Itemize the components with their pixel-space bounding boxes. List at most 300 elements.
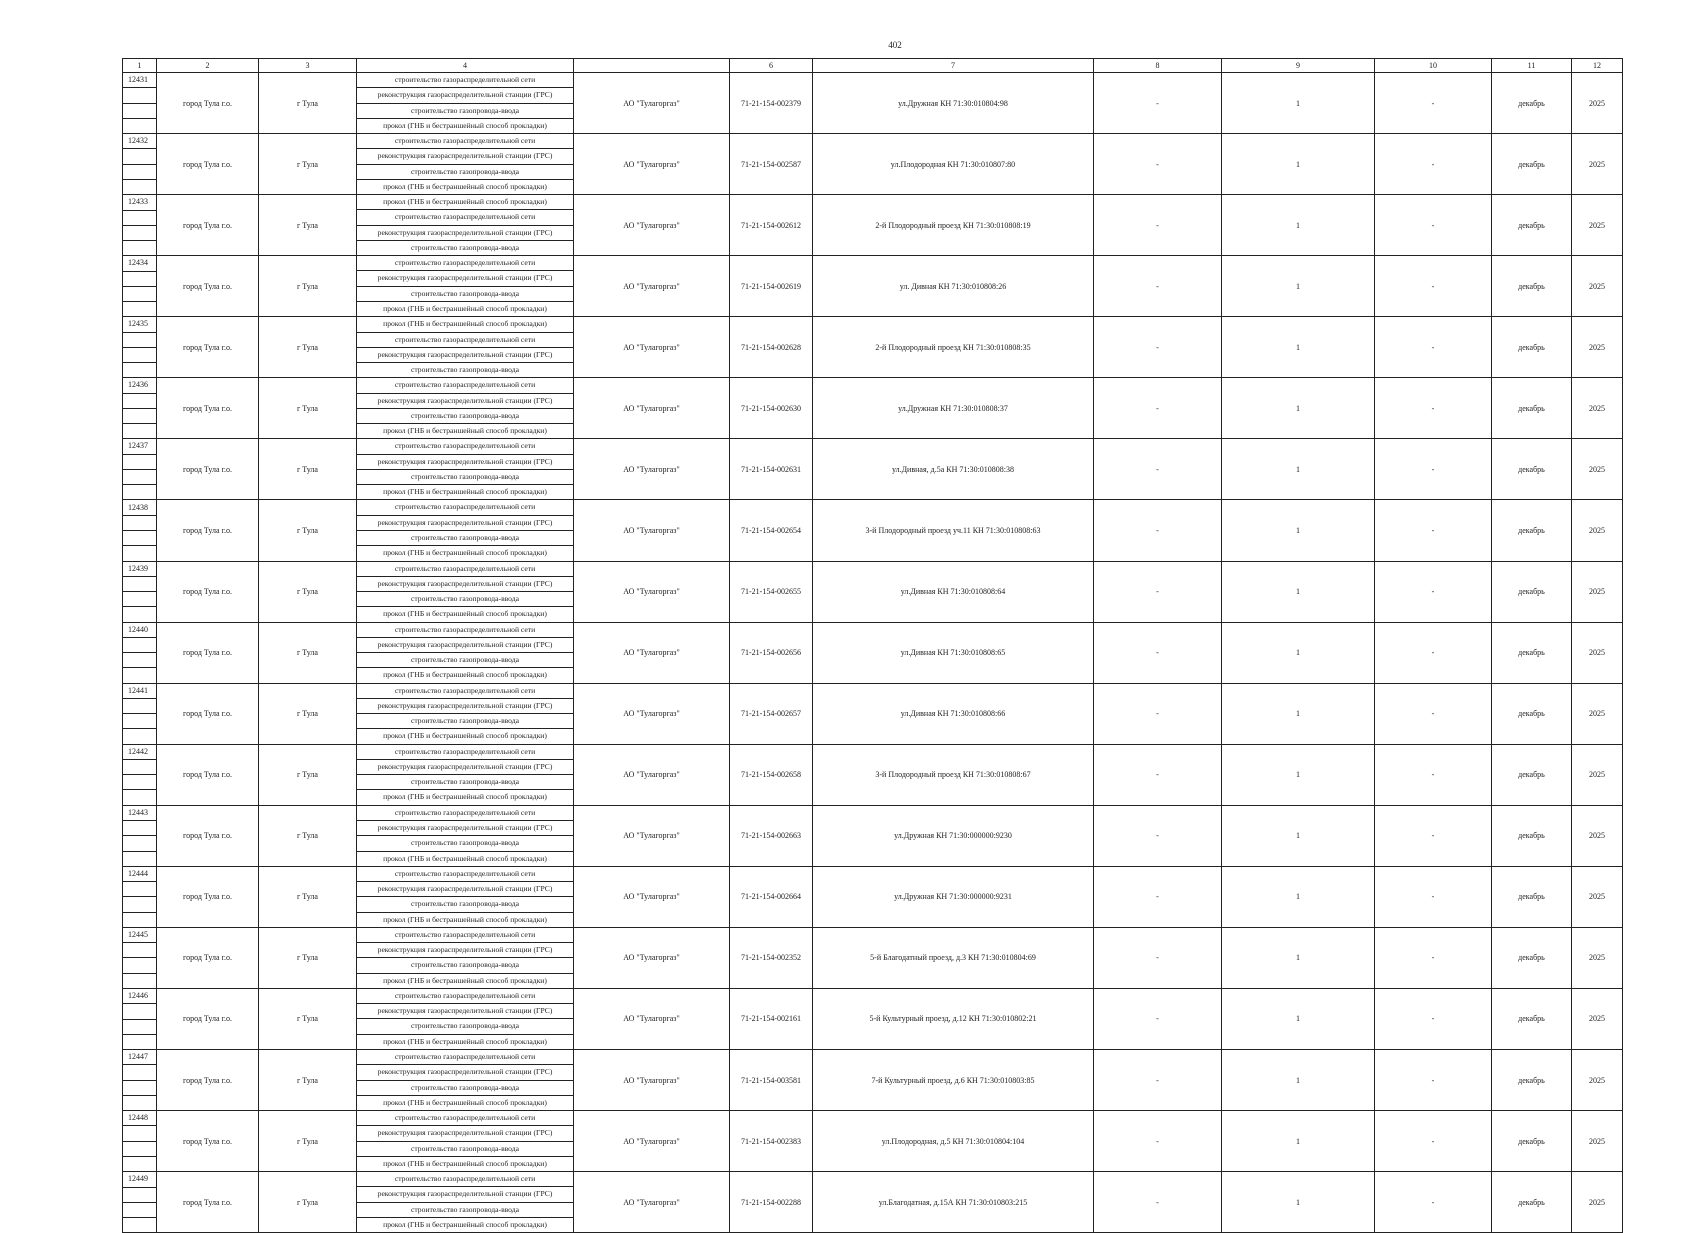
- work-item: реконструкция газораспределительной станции (ГРС): [357, 759, 573, 774]
- row-id-subline: [123, 713, 156, 728]
- address-cell: ул.Дивная, д.5а КН 71:30:010808:38: [813, 439, 1094, 500]
- column-9-cell: 1: [1222, 561, 1375, 622]
- address-cell: 5-й Культурный проезд, д.12 КН 71:30:010802:21: [813, 988, 1094, 1049]
- code-cell: 71-21-154-002655: [730, 561, 813, 622]
- table-row: [123, 378, 1623, 439]
- address-cell: ул.Дружная КН 71:30:010808:37: [813, 378, 1094, 439]
- column-10-cell: -: [1375, 256, 1492, 317]
- row-id: 12444: [128, 868, 148, 878]
- work-item: прокол (ГНБ и бестраншейный способ прокладки): [357, 301, 573, 316]
- settlement-cell: г Тула: [259, 134, 357, 195]
- column-10-cell: -: [1375, 500, 1492, 561]
- month-cell: декабрь: [1492, 378, 1572, 439]
- work-item: прокол (ГНБ и бестраншейный способ прокладки): [357, 484, 573, 499]
- row-id-subline: [123, 148, 156, 163]
- row-id-subline: [123, 454, 156, 469]
- municipality-cell: город Тула г.о.: [157, 683, 259, 744]
- municipality-cell: город Тула г.о.: [157, 1050, 259, 1111]
- municipality-cell: город Тула г.о.: [157, 73, 259, 134]
- organization-cell: АО "Тулагоргаз": [574, 256, 730, 317]
- column-header-7: 7: [813, 59, 1094, 73]
- organization-cell: АО "Тулагоргаз": [574, 805, 730, 866]
- row-id-cell: [123, 134, 157, 195]
- address-cell: 5-й Благодатный проезд, д.3 КН 71:30:010804:69: [813, 927, 1094, 988]
- work-item: строительство газораспределительной сети: [357, 332, 573, 347]
- column-8-cell: -: [1094, 866, 1222, 927]
- address-cell: 2-й Плодородный проезд КН 71:30:010808:35: [813, 317, 1094, 378]
- row-id-subline: [123, 637, 156, 652]
- municipality-cell: город Тула г.о.: [157, 988, 259, 1049]
- code-cell: 71-21-154-002630: [730, 378, 813, 439]
- table-row: [123, 561, 1623, 622]
- row-id-subline: [123, 1095, 156, 1110]
- row-id-subline: [123, 301, 156, 316]
- municipality-cell: город Тула г.о.: [157, 256, 259, 317]
- header-row: [123, 59, 1623, 73]
- work-item: реконструкция газораспределительной станции (ГРС): [357, 1064, 573, 1079]
- column-10-cell: -: [1375, 1111, 1492, 1172]
- settlement-cell: г Тула: [259, 1050, 357, 1111]
- work-item: строительство газопровода-ввода: [357, 103, 573, 118]
- work-item: строительство газораспределительной сети: [394, 1174, 536, 1184]
- year-cell: 2025: [1572, 1172, 1623, 1233]
- year-cell: 2025: [1572, 866, 1623, 927]
- work-item: прокол (ГНБ и бестраншейный способ прокладки): [357, 789, 573, 804]
- settlement-cell: г Тула: [259, 73, 357, 134]
- table-row: [123, 744, 1623, 805]
- row-id: 12438: [128, 502, 148, 512]
- month-cell: декабрь: [1492, 439, 1572, 500]
- row-id-subline: [123, 774, 156, 789]
- row-id-subline: [123, 408, 156, 423]
- row-id: 12432: [128, 136, 148, 146]
- row-id: 12435: [128, 319, 148, 329]
- address-cell: ул.Благодатная, д.15А КН 71:30:010803:215: [813, 1172, 1094, 1233]
- row-id: 12443: [128, 807, 148, 817]
- organization-cell: АО "Тулагоргаз": [574, 927, 730, 988]
- year-cell: 2025: [1572, 256, 1623, 317]
- municipality-cell: город Тула г.о.: [157, 439, 259, 500]
- row-id-subline: [123, 1156, 156, 1171]
- column-header-9: 9: [1222, 59, 1375, 73]
- works-cell: [357, 683, 574, 744]
- month-cell: декабрь: [1492, 1172, 1572, 1233]
- address-cell: ул.Дивная КН 71:30:010808:64: [813, 561, 1094, 622]
- row-id-cell: [123, 927, 157, 988]
- column-header-5: [574, 59, 730, 73]
- code-cell: 71-21-154-002379: [730, 73, 813, 134]
- row-id-subline: [123, 1080, 156, 1095]
- work-item: прокол (ГНБ и бестраншейный способ прокладки): [357, 1095, 573, 1110]
- table-row: [123, 73, 1623, 134]
- table-body: [123, 73, 1623, 1233]
- works-cell: [357, 927, 574, 988]
- work-item: реконструкция газораспределительной станции (ГРС): [357, 637, 573, 652]
- row-id-subline: [123, 1019, 156, 1034]
- municipality-cell: город Тула г.о.: [157, 134, 259, 195]
- code-cell: 71-21-154-002631: [730, 439, 813, 500]
- column-10-cell: -: [1375, 805, 1492, 866]
- work-item: строительство газораспределительной сети: [394, 258, 536, 268]
- row-id-cell: [123, 805, 157, 866]
- column-9-cell: 1: [1222, 988, 1375, 1049]
- organization-cell: АО "Тулагоргаз": [574, 378, 730, 439]
- work-item: реконструкция газораспределительной станции (ГРС): [357, 820, 573, 835]
- organization-cell: АО "Тулагоргаз": [574, 134, 730, 195]
- column-8-cell: -: [1094, 73, 1222, 134]
- table-row: [123, 1111, 1623, 1172]
- address-cell: ул.Плодородная КН 71:30:010807:80: [813, 134, 1094, 195]
- work-item: строительство газораспределительной сети: [394, 136, 536, 146]
- settlement-cell: г Тула: [259, 195, 357, 256]
- row-id-cell: [123, 1111, 157, 1172]
- work-item: прокол (ГНБ и бестраншейный способ прокладки): [357, 118, 573, 133]
- work-item: реконструкция газораспределительной станции (ГРС): [357, 515, 573, 530]
- column-9-cell: 1: [1222, 500, 1375, 561]
- month-cell: декабрь: [1492, 866, 1572, 927]
- row-id-subline: [123, 530, 156, 545]
- month-cell: декабрь: [1492, 805, 1572, 866]
- column-8-cell: -: [1094, 1172, 1222, 1233]
- works-cell: [357, 73, 574, 134]
- organization-cell: АО "Тулагоргаз": [574, 73, 730, 134]
- organization-cell: АО "Тулагоргаз": [574, 1050, 730, 1111]
- column-8-cell: -: [1094, 683, 1222, 744]
- column-9-cell: 1: [1222, 1172, 1375, 1233]
- row-id-subline: [123, 957, 156, 972]
- organization-cell: АО "Тулагоргаз": [574, 439, 730, 500]
- settlement-cell: г Тула: [259, 1172, 357, 1233]
- month-cell: декабрь: [1492, 195, 1572, 256]
- settlement-cell: г Тула: [259, 561, 357, 622]
- work-item: строительство газопровода-ввода: [357, 652, 573, 667]
- work-item: прокол (ГНБ и бестраншейный способ прокладки): [383, 319, 547, 329]
- row-id: 12439: [128, 563, 148, 573]
- column-8-cell: -: [1094, 561, 1222, 622]
- work-item: реконструкция газораспределительной станции (ГРС): [357, 393, 573, 408]
- settlement-cell: г Тула: [259, 439, 357, 500]
- settlement-cell: г Тула: [259, 927, 357, 988]
- row-id-cell: [123, 561, 157, 622]
- work-item: прокол (ГНБ и бестраншейный способ прокладки): [357, 1156, 573, 1171]
- row-id-subline: [123, 469, 156, 484]
- work-item: строительство газораспределительной сети: [394, 1052, 536, 1061]
- work-item: прокол (ГНБ и бестраншейный способ прокладки): [357, 179, 573, 194]
- month-cell: декабрь: [1492, 1050, 1572, 1111]
- address-cell: ул.Дружная КН 71:30:000000:9231: [813, 866, 1094, 927]
- municipality-cell: город Тула г.о.: [157, 500, 259, 561]
- row-id-subline: [123, 851, 156, 866]
- month-cell: декабрь: [1492, 317, 1572, 378]
- row-id-subline: [123, 286, 156, 301]
- row-id-subline: [123, 1003, 156, 1018]
- row-id-subline: [123, 942, 156, 957]
- organization-cell: АО "Тулагоргаз": [574, 1111, 730, 1172]
- table-row: [123, 927, 1623, 988]
- year-cell: 2025: [1572, 500, 1623, 561]
- settlement-cell: г Тула: [259, 622, 357, 683]
- row-id-subline: [123, 576, 156, 591]
- work-item: строительство газораспределительной сети: [394, 563, 536, 573]
- work-item: строительство газораспределительной сети: [394, 624, 536, 634]
- row-id-subline: [123, 545, 156, 560]
- municipality-cell: город Тула г.о.: [157, 927, 259, 988]
- column-8-cell: -: [1094, 622, 1222, 683]
- row-id-subline: [123, 912, 156, 927]
- column-9-cell: 1: [1222, 378, 1375, 439]
- work-item: строительство газопровода-ввода: [357, 835, 573, 850]
- row-id-subline: [123, 820, 156, 835]
- work-item: строительство газораспределительной сети: [394, 807, 536, 817]
- year-cell: 2025: [1572, 744, 1623, 805]
- work-item: строительство газораспределительной сети: [394, 380, 536, 390]
- row-id-cell: [123, 500, 157, 561]
- work-item: строительство газопровода-ввода: [357, 469, 573, 484]
- code-cell: 71-21-154-002352: [730, 927, 813, 988]
- work-item: реконструкция газораспределительной станции (ГРС): [357, 148, 573, 163]
- year-cell: 2025: [1572, 439, 1623, 500]
- year-cell: 2025: [1572, 683, 1623, 744]
- column-9-cell: 1: [1222, 622, 1375, 683]
- row-id: 12442: [128, 746, 148, 756]
- municipality-cell: город Тула г.о.: [157, 744, 259, 805]
- column-8-cell: -: [1094, 927, 1222, 988]
- work-item: прокол (ГНБ и бестраншейный способ прокладки): [357, 728, 573, 743]
- month-cell: декабрь: [1492, 988, 1572, 1049]
- column-header-4: 4: [357, 59, 574, 73]
- work-item: строительство газопровода-ввода: [357, 240, 573, 255]
- work-item: прокол (ГНБ и бестраншейный способ прокладки): [357, 423, 573, 438]
- column-10-cell: -: [1375, 1172, 1492, 1233]
- column-9-cell: 1: [1222, 73, 1375, 134]
- row-id-cell: [123, 622, 157, 683]
- column-9-cell: 1: [1222, 317, 1375, 378]
- column-header-1: 1: [123, 59, 157, 73]
- work-item: реконструкция газораспределительной станции (ГРС): [357, 881, 573, 896]
- table-row: [123, 683, 1623, 744]
- organization-cell: АО "Тулагоргаз": [574, 744, 730, 805]
- work-item: строительство газопровода-ввода: [357, 591, 573, 606]
- row-id-subline: [123, 118, 156, 133]
- municipality-cell: город Тула г.о.: [157, 317, 259, 378]
- row-id-cell: [123, 439, 157, 500]
- row-id: 12436: [128, 380, 148, 390]
- month-cell: декабрь: [1492, 622, 1572, 683]
- address-cell: ул.Дружная КН 71:30:010804:98: [813, 73, 1094, 134]
- work-item: строительство газораспределительной сети: [394, 441, 536, 451]
- code-cell: 71-21-154-002663: [730, 805, 813, 866]
- works-cell: [357, 561, 574, 622]
- work-item: реконструкция газораспределительной станции (ГРС): [357, 1125, 573, 1140]
- row-id-cell: [123, 866, 157, 927]
- column-9-cell: 1: [1222, 134, 1375, 195]
- organization-cell: АО "Тулагоргаз": [574, 195, 730, 256]
- row-id: 12446: [128, 991, 148, 1001]
- column-10-cell: -: [1375, 1050, 1492, 1111]
- work-item: строительство газопровода-ввода: [357, 713, 573, 728]
- row-id-cell: [123, 256, 157, 317]
- settlement-cell: г Тула: [259, 378, 357, 439]
- code-cell: 71-21-154-002612: [730, 195, 813, 256]
- works-cell: [357, 500, 574, 561]
- work-item: строительство газораспределительной сети: [394, 502, 536, 512]
- year-cell: 2025: [1572, 927, 1623, 988]
- address-cell: ул.Плодородная, д.5 КН 71:30:010804:104: [813, 1111, 1094, 1172]
- row-id-subline: [123, 87, 156, 102]
- column-9-cell: 1: [1222, 927, 1375, 988]
- column-8-cell: -: [1094, 134, 1222, 195]
- address-cell: 7-й Культурный проезд, д.6 КН 71:30:010803:85: [813, 1050, 1094, 1111]
- row-id-subline: [123, 1064, 156, 1079]
- works-cell: [357, 744, 574, 805]
- column-10-cell: -: [1375, 439, 1492, 500]
- row-id: 12431: [128, 75, 148, 85]
- year-cell: 2025: [1572, 561, 1623, 622]
- column-10-cell: -: [1375, 73, 1492, 134]
- column-8-cell: -: [1094, 988, 1222, 1049]
- column-header-8: 8: [1094, 59, 1222, 73]
- row-id: 12449: [128, 1174, 148, 1184]
- row-id-cell: [123, 317, 157, 378]
- column-header-2: 2: [157, 59, 259, 73]
- organization-cell: АО "Тулагоргаз": [574, 683, 730, 744]
- month-cell: декабрь: [1492, 561, 1572, 622]
- works-cell: [357, 866, 574, 927]
- column-header-6: 6: [730, 59, 813, 73]
- table-row: [123, 988, 1623, 1049]
- column-8-cell: -: [1094, 195, 1222, 256]
- work-item: строительство газопровода-ввода: [357, 957, 573, 972]
- year-cell: 2025: [1572, 1111, 1623, 1172]
- work-item: строительство газораспределительной сети: [394, 75, 536, 84]
- column-header-3: 3: [259, 59, 357, 73]
- address-cell: ул.Дружная КН 71:30:000000:9230: [813, 805, 1094, 866]
- row-id-subline: [123, 1125, 156, 1140]
- month-cell: декабрь: [1492, 1111, 1572, 1172]
- row-id-subline: [123, 652, 156, 667]
- works-cell: [357, 378, 574, 439]
- column-10-cell: -: [1375, 683, 1492, 744]
- work-item: строительство газораспределительной сети: [394, 929, 536, 939]
- year-cell: 2025: [1572, 1050, 1623, 1111]
- row-id-subline: [123, 484, 156, 499]
- row-id-cell: [123, 988, 157, 1049]
- data-table: [122, 58, 1623, 1233]
- row-id-subline: [123, 698, 156, 713]
- work-item: прокол (ГНБ и бестраншейный способ прокладки): [357, 667, 573, 682]
- work-item: строительство газопровода-ввода: [357, 530, 573, 545]
- work-item: прокол (ГНБ и бестраншейный способ прокладки): [357, 912, 573, 927]
- table-row: [123, 134, 1623, 195]
- code-cell: 71-21-154-003581: [730, 1050, 813, 1111]
- row-id-subline: [123, 515, 156, 530]
- works-cell: [357, 1172, 574, 1233]
- year-cell: 2025: [1572, 317, 1623, 378]
- row-id-subline: [123, 896, 156, 911]
- organization-cell: АО "Тулагоргаз": [574, 317, 730, 378]
- column-9-cell: 1: [1222, 805, 1375, 866]
- work-item: строительство газораспределительной сети: [394, 746, 536, 756]
- work-item: прокол (ГНБ и бестраншейный способ прокладки): [357, 1217, 573, 1232]
- code-cell: 71-21-154-002587: [730, 134, 813, 195]
- column-10-cell: -: [1375, 866, 1492, 927]
- row-id-subline: [123, 1187, 156, 1202]
- month-cell: декабрь: [1492, 744, 1572, 805]
- municipality-cell: город Тула г.о.: [157, 622, 259, 683]
- work-item: строительство газопровода-ввода: [357, 408, 573, 423]
- row-id-subline: [123, 591, 156, 606]
- row-id: 12433: [128, 197, 148, 207]
- row-id-subline: [123, 1034, 156, 1049]
- row-id-subline: [123, 728, 156, 743]
- month-cell: декабрь: [1492, 73, 1572, 134]
- row-id-subline: [123, 423, 156, 438]
- row-id-subline: [123, 103, 156, 118]
- row-id-subline: [123, 1141, 156, 1156]
- column-10-cell: -: [1375, 195, 1492, 256]
- works-cell: [357, 622, 574, 683]
- column-10-cell: -: [1375, 927, 1492, 988]
- work-item: строительство газораспределительной сети: [394, 868, 536, 878]
- column-9-cell: 1: [1222, 1111, 1375, 1172]
- column-header-10: 10: [1375, 59, 1492, 73]
- row-id-subline: [123, 973, 156, 988]
- works-cell: [357, 1050, 574, 1111]
- column-10-cell: -: [1375, 561, 1492, 622]
- column-9-cell: 1: [1222, 683, 1375, 744]
- work-item: строительство газопровода-ввода: [357, 1080, 573, 1095]
- work-item: реконструкция газораспределительной станции (ГРС): [357, 347, 573, 362]
- works-cell: [357, 134, 574, 195]
- settlement-cell: г Тула: [259, 317, 357, 378]
- row-id-subline: [123, 347, 156, 362]
- works-cell: [357, 988, 574, 1049]
- work-item: строительство газопровода-ввода: [357, 1202, 573, 1217]
- table-row: [123, 317, 1623, 378]
- row-id-cell: [123, 1050, 157, 1111]
- year-cell: 2025: [1572, 988, 1623, 1049]
- column-10-cell: -: [1375, 744, 1492, 805]
- row-id: 12441: [128, 685, 148, 695]
- work-item: строительство газораспределительной сети: [394, 685, 536, 695]
- row-id-subline: [123, 606, 156, 621]
- work-item: реконструкция газораспределительной станции (ГРС): [357, 225, 573, 240]
- table-row: [123, 256, 1623, 317]
- works-cell: [357, 1111, 574, 1172]
- row-id-subline: [123, 164, 156, 179]
- row-id: 12437: [128, 441, 148, 451]
- organization-cell: АО "Тулагоргаз": [574, 500, 730, 561]
- code-cell: 71-21-154-002288: [730, 1172, 813, 1233]
- work-item: реконструкция газораспределительной станции (ГРС): [357, 454, 573, 469]
- row-id-subline: [123, 835, 156, 850]
- row-id-subline: [123, 362, 156, 377]
- code-cell: 71-21-154-002628: [730, 317, 813, 378]
- address-cell: ул. Дивная КН 71:30:010808:26: [813, 256, 1094, 317]
- column-10-cell: -: [1375, 317, 1492, 378]
- work-item: строительство газопровода-ввода: [357, 774, 573, 789]
- work-item: реконструкция газораспределительной станции (ГРС): [357, 942, 573, 957]
- settlement-cell: г Тула: [259, 805, 357, 866]
- column-9-cell: 1: [1222, 744, 1375, 805]
- code-cell: 71-21-154-002657: [730, 683, 813, 744]
- row-id-subline: [123, 1217, 156, 1232]
- row-id: 12445: [128, 929, 148, 939]
- row-id-subline: [123, 393, 156, 408]
- column-9-cell: 1: [1222, 1050, 1375, 1111]
- row-id-subline: [123, 210, 156, 225]
- row-id-subline: [123, 332, 156, 347]
